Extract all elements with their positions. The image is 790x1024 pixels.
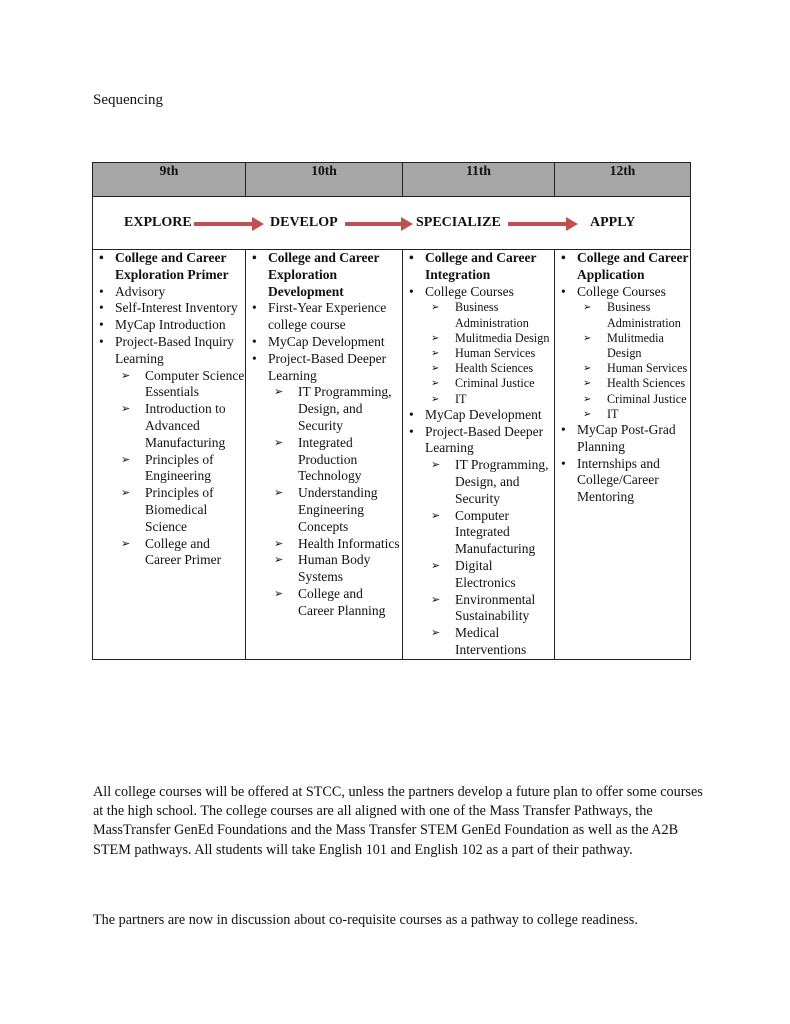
bullet-item: • Project-Based Deeper Learning (248, 351, 402, 385)
sub-bullet-item: ➢ IT Programming, Design, and Security (274, 384, 402, 434)
sub-bullet-item: ➢ Criminal Justice (431, 376, 554, 391)
bullet-item: • MyCap Development (405, 407, 554, 424)
sub-bullet-item: ➢ Integrated Production Technology (274, 435, 402, 485)
grade-header-10: 10th (246, 163, 403, 197)
column-10th (246, 250, 403, 660)
column-title-bullet: • College and Career Application (557, 250, 690, 284)
sub-bullet-item: ➢ Health Sciences (431, 361, 554, 376)
bullet-item: • College Courses (557, 284, 690, 301)
column-9th (93, 250, 246, 660)
bullet-item: • MyCap Post-Grad Planning (557, 422, 690, 456)
sub-bullet-item: ➢ Human Services (583, 361, 690, 376)
column-11th (403, 250, 555, 660)
column-title-bullet: • College and Career Integration (405, 250, 554, 284)
grade-header-11: 11th (403, 163, 555, 197)
sub-bullet-item: ➢ IT Programming, Design, and Security (431, 457, 554, 507)
sub-bullet-item: ➢ IT (431, 392, 554, 407)
bullet-item: • First-Year Experience college course (248, 300, 402, 334)
sub-bullet-item: ➢ Business Administration (583, 300, 690, 330)
grade-header-12: 12th (555, 163, 691, 197)
stage-row (93, 197, 691, 250)
content-row (93, 250, 691, 660)
sub-bullet-item: ➢ Digital Electronics (431, 558, 554, 592)
sub-bullet-item: ➢ Business Administration (431, 300, 554, 330)
stage-develop: DEVELOP (270, 215, 338, 230)
sub-bullet-item: ➢ IT (583, 407, 690, 422)
sub-bullet-item: ➢ Health Informatics (274, 536, 402, 553)
bullet-item: • MyCap Development (248, 334, 402, 351)
sub-bullet-item: ➢ Medical Interventions (431, 625, 554, 659)
arrow-explore-to-develop (194, 221, 264, 227)
bullet-item: • Internships and College/Career Mentoring (557, 456, 690, 506)
arrow-develop-to-specialize (345, 221, 413, 227)
sub-bullet-item: ➢ Environmental Sustainability (431, 592, 554, 626)
sub-bullet-item: ➢ Mulitmedia Design (583, 331, 690, 361)
grade-header-row (93, 163, 691, 197)
sub-bullet-item: ➢ Human Body Systems (274, 552, 402, 586)
column-12th (555, 250, 691, 660)
sub-bullet-item: ➢ College and Career Primer (121, 536, 245, 570)
sub-bullet-item: ➢ Mulitmedia Design (431, 331, 554, 346)
sub-bullet-item: ➢ Principles of Biomedical Science (121, 485, 245, 535)
sub-bullet-item: ➢ College and Career Planning (274, 586, 402, 620)
stage-explore: EXPLORE (124, 215, 192, 230)
bullet-item: • Self-Interest Inventory (95, 300, 245, 317)
stage-cell (93, 197, 691, 250)
sub-bullet-item: ➢ Introduction to Advanced Manufacturing (121, 401, 245, 451)
sequencing-table (92, 162, 691, 660)
stage-apply: APPLY (590, 215, 636, 230)
sub-bullet-item: ➢ Health Sciences (583, 376, 690, 391)
sub-bullet-item: ➢ Computer Science Essentials (121, 368, 245, 402)
bullet-item: • MyCap Introduction (95, 317, 245, 334)
bullet-item: • College Courses (405, 284, 554, 301)
sub-bullet-item: ➢ Human Services (431, 346, 554, 361)
body-paragraph-2: The partners are now in discussion about co-requisite courses as a pathway to college readiness. (93, 912, 638, 928)
column-title-bullet: • College and Career Exploration Development (248, 250, 402, 300)
bullet-item: • Advisory (95, 284, 245, 301)
grade-header-9: 9th (93, 163, 246, 197)
column-title-bullet: • College and Career Exploration Primer (95, 250, 245, 284)
body-paragraph-1: All college courses will be offered at STCC, unless the partners develop a future plan to offer some courses at the high school. The college courses are all aligned with one of the Mass Transfer Pathways, the MassTransfer GenEd Foundations and the Mass Transfer STEM GenEd Foundation as well as the A2B STEM pathways. All students will take English 101 and English 102 as a part of their pathway. (93, 784, 703, 858)
arrow-specialize-to-apply (508, 221, 578, 227)
bullet-item: • Project-Based Deeper Learning (405, 424, 554, 458)
sub-bullet-item: ➢ Computer Integrated Manufacturing (431, 508, 554, 558)
sub-bullet-item: ➢ Principles of Engineering (121, 452, 245, 486)
sub-bullet-item: ➢ Understanding Engineering Concepts (274, 485, 402, 535)
stage-specialize: SPECIALIZE (416, 215, 501, 230)
bullet-item: • Project-Based Inquiry Learning (95, 334, 245, 368)
page-heading: Sequencing (93, 92, 163, 108)
sub-bullet-item: ➢ Criminal Justice (583, 392, 690, 407)
